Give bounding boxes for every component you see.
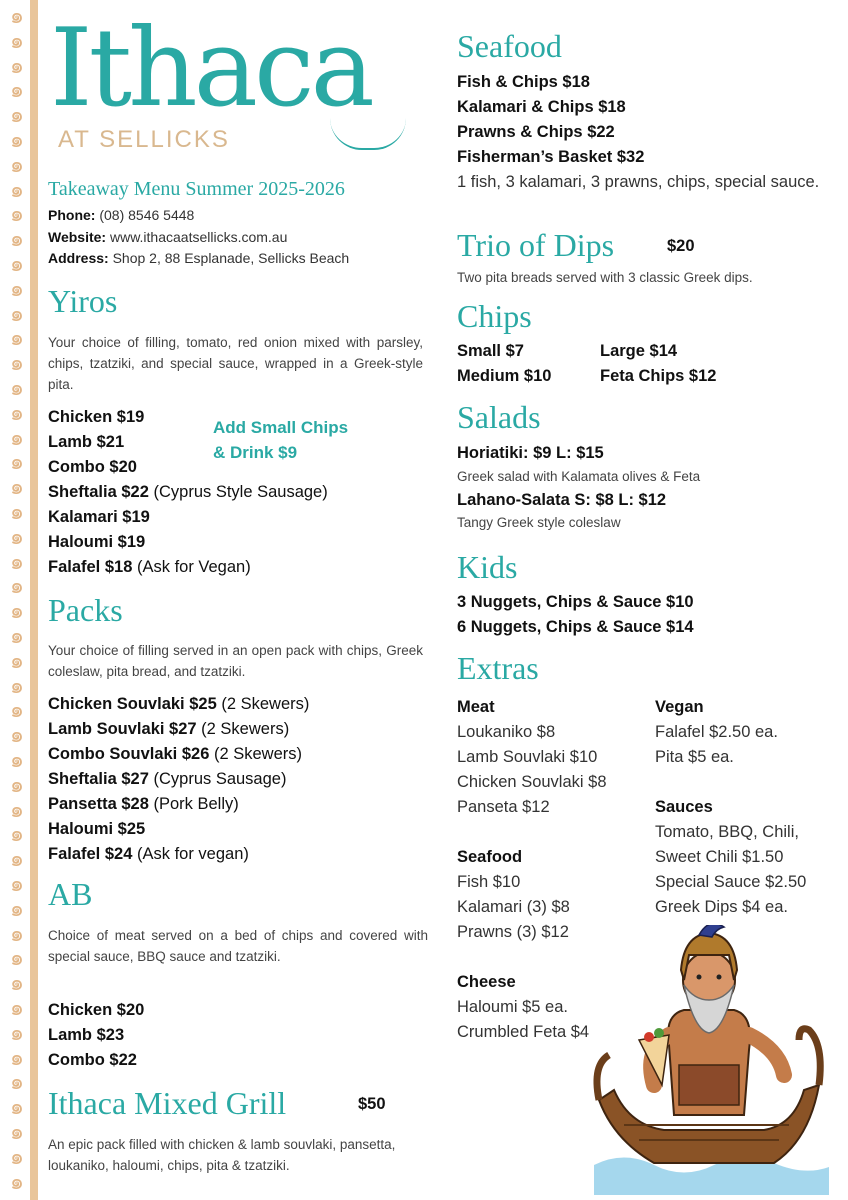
packs-item — [48, 692, 309, 717]
greek-key-spiral-icon: ๑ — [10, 624, 24, 649]
extras-sauces-item: Tomato, BBQ, Chili, — [655, 823, 799, 841]
mixed-grill-price: $50 — [358, 1095, 386, 1113]
add-chips-note — [213, 415, 393, 465]
mixed-grill-title: Ithaca Mixed Grill — [48, 1085, 287, 1121]
greek-key-spiral-icon: ๑ — [10, 698, 24, 724]
packs-item-name: Lamb Souvlaki $27 — [48, 720, 197, 738]
greek-key-spiral-icon: ๑ — [10, 376, 24, 401]
greek-key-spiral-icon: ๑ — [10, 400, 24, 426]
packs-item-note: (Ask for vegan) — [136, 845, 249, 863]
greek-key-border — [0, 0, 38, 1200]
greek-key-spiral-icon: ๑ — [10, 1169, 24, 1195]
yiros-item-name: Haloumi $19 — [48, 533, 146, 551]
packs-item — [48, 767, 286, 792]
packs-desc: Your choice of filling served in an open pack with chips, Greek coleslaw, pita bread, and tzatziki. — [48, 643, 423, 679]
yiros-item-name: Kalamari $19 — [48, 508, 150, 526]
kids-item: 6 Nuggets, Chips & Sauce $14 — [457, 618, 694, 636]
seafood-item: Prawns & Chips $22 — [457, 123, 615, 141]
yiros-item-note: (Cyprus Style Sausage) — [153, 483, 328, 501]
extras-cheese-item: Crumbled Feta $4 — [457, 1023, 590, 1041]
logo-at-sellicks: AT SELLICKS — [58, 126, 230, 153]
greek-key-spiral-icon: ๑ — [10, 1120, 24, 1145]
phone-value: (08) 8546 5448 — [99, 207, 195, 223]
address-value: Shop 2, 88 Esplanade, Sellicks Beach — [112, 250, 350, 266]
greek-key-spiral-icon: ๑ — [10, 723, 24, 749]
ab-item: Chicken $20 — [48, 1001, 145, 1019]
greek-key-spiral-icon: ๑ — [10, 921, 24, 947]
greek-key-spiral-icon: ๑ — [10, 301, 24, 327]
logo-ithaca: Ithaca — [50, 6, 371, 131]
seafood-item: Kalamari & Chips $18 — [457, 98, 626, 116]
extras-vegan-title: Vegan — [655, 698, 704, 716]
yiros-item — [48, 480, 328, 505]
lahano-salata: Lahano-Salata S: $8 L: $12 — [457, 491, 667, 509]
greek-key-spiral-icon: ๑ — [10, 4, 24, 29]
greek-key-spiral-icon: ๑ — [10, 1070, 24, 1096]
extras-sauces-title: Sauces — [655, 798, 713, 816]
greek-key-spiral-icon: ๑ — [10, 549, 24, 575]
seafood-item: Fish & Chips $18 — [457, 73, 590, 91]
yiros-title: Yiros — [48, 283, 118, 319]
kids-title: Kids — [457, 549, 518, 585]
add-chips-line-2: & Drink $9 — [213, 443, 298, 462]
website-value: www.ithacaatsellicks.com.au — [109, 229, 288, 245]
yiros-item-name: Falafel $18 — [48, 558, 133, 576]
basket-desc: 1 fish, 3 kalamari, 3 prawns, chips, special sauce. — [457, 173, 820, 191]
yiros-item — [48, 430, 124, 455]
website-line — [48, 229, 287, 245]
packs-item-note: (2 Skewers) — [201, 720, 290, 738]
extras-cheese-item: Haloumi $5 ea. — [457, 998, 568, 1016]
greek-key-spiral-icon: ๑ — [10, 648, 24, 674]
greek-key-spiral-icon: ๑ — [10, 772, 24, 798]
greek-key-spiral-icon: ๑ — [10, 202, 24, 228]
extras-sauces-item: Special Sauce $2.50 — [655, 873, 807, 891]
greek-key-spiral-icon: ๑ — [10, 524, 24, 550]
extras-meat-title: Meat — [457, 698, 495, 716]
extras-meat-item: Loukaniko $8 — [457, 723, 556, 741]
greek-key-spiral-icon: ๑ — [10, 152, 24, 178]
packs-title: Packs — [48, 592, 123, 628]
yiros-item — [48, 405, 144, 430]
greek-key-spiral-icon: ๑ — [10, 1095, 24, 1121]
greek-key-spiral-icon: ๑ — [10, 78, 24, 104]
extras-seafood-item: Fish $10 — [457, 873, 521, 891]
packs-item-note: (2 Skewers) — [221, 695, 310, 713]
greek-key-spiral-icon: ๑ — [10, 1020, 24, 1046]
lahano-desc: Tangy Greek style coleslaw — [457, 515, 621, 530]
packs-item — [48, 717, 289, 742]
salads-title: Salads — [457, 399, 541, 435]
ab-title: AB — [48, 876, 93, 912]
horiatiki-desc: Greek salad with Kalamata olives & Feta — [457, 469, 701, 484]
yiros-item — [48, 505, 150, 530]
extras-cheese-title: Cheese — [457, 973, 516, 991]
greek-key-spiral-icon: ๑ — [10, 971, 24, 997]
greek-key-spiral-icon: ๑ — [10, 326, 24, 352]
yiros-item — [48, 455, 137, 480]
greek-key-spiral-icon: ๑ — [10, 1144, 24, 1170]
mixed-grill-desc: An epic pack filled with chicken & lamb souvlaki, pansetta, loukaniko, haloumi, chips, pita & tzatziki. — [48, 1137, 396, 1173]
extras-seafood-title: Seafood — [457, 848, 523, 866]
packs-item — [48, 792, 239, 817]
phone-line — [48, 207, 194, 223]
packs-item-name: Falafel $24 — [48, 845, 133, 863]
extras-seafood-item: Kalamari (3) $8 — [457, 898, 570, 916]
extras-sauces-item: Greek Dips $4 ea. — [655, 898, 788, 916]
yiros-item-name: Lamb $21 — [48, 433, 125, 451]
phone-label: Phone: — [48, 207, 96, 223]
greek-key-spiral-icon: ๑ — [10, 103, 24, 129]
packs-item-name: Haloumi $25 — [48, 820, 146, 838]
packs-item — [48, 817, 145, 842]
greek-warrior-boat-illustration — [584, 925, 834, 1195]
greek-key-spiral-icon: ๑ — [10, 227, 24, 253]
greek-key-spiral-icon: ๑ — [10, 599, 24, 625]
ab-desc: Choice of meat served on a bed of chips and covered with special sauce, BBQ sauce and tzatziki. — [48, 928, 428, 964]
packs-item-name: Sheftalia $27 — [48, 770, 149, 788]
horiatiki: Horiatiki: $9 L: $15 — [457, 444, 604, 462]
greek-key-spiral-icon: ๑ — [10, 177, 24, 203]
chips-title: Chips — [457, 298, 532, 334]
greek-key-spiral-icon: ๑ — [10, 847, 24, 873]
chips-large: Large $14 — [600, 342, 678, 360]
kids-item: 3 Nuggets, Chips & Sauce $10 — [457, 593, 694, 611]
dips-title: Trio of Dips — [457, 227, 615, 263]
extras-sauces-item: Sweet Chili $1.50 — [655, 848, 784, 866]
greek-key-spiral-icon: ๑ — [10, 276, 24, 302]
yiros-item-name: Sheftalia $22 — [48, 483, 149, 501]
extras-vegan-item: Falafel $2.50 ea. — [655, 723, 778, 741]
greek-key-spiral-icon: ๑ — [10, 872, 24, 897]
chips-feta: Feta Chips $12 — [600, 367, 717, 385]
greek-key-spiral-icon: ๑ — [10, 574, 24, 600]
greek-key-spiral-icon: ๑ — [10, 673, 24, 699]
yiros-item-name: Chicken $19 — [48, 408, 145, 426]
yiros-desc: Your choice of filling, tomato, red onion mixed with parsley, chips, tzatziki, and special sauce, wrapped in a Greek-style pita. — [48, 335, 423, 392]
greek-key-spiral-icon: ๑ — [10, 748, 24, 773]
greek-key-spiral-icon: ๑ — [10, 475, 24, 501]
greek-key-spiral-icon: ๑ — [10, 425, 24, 451]
yiros-item — [48, 555, 251, 580]
add-chips-line-1: Add Small Chips — [213, 418, 349, 437]
greek-key-spiral-icon: ๑ — [10, 450, 24, 476]
chips-medium: Medium $10 — [457, 367, 552, 385]
greek-key-spiral-icon: ๑ — [10, 500, 24, 525]
dips-desc: Two pita breads served with 3 classic Greek dips. — [457, 270, 753, 285]
packs-item-name: Pansetta $28 — [48, 795, 149, 813]
packs-item — [48, 842, 249, 867]
packs-item-note: (Pork Belly) — [153, 795, 239, 813]
yiros-item — [48, 530, 145, 555]
ab-item: Combo $22 — [48, 1051, 137, 1069]
address-label: Address: — [48, 250, 109, 266]
yiros-item-name: Combo $20 — [48, 458, 137, 476]
border-band — [30, 0, 38, 1200]
packs-item — [48, 742, 302, 767]
greek-key-spiral-icon: ๑ — [10, 128, 24, 153]
greek-key-spiral-icon: ๑ — [10, 28, 24, 54]
packs-item-note: (2 Skewers) — [213, 745, 303, 763]
packs-item-name: Combo Souvlaki $26 — [48, 745, 210, 763]
dips-price: $20 — [667, 237, 695, 255]
yiros-item-note: (Ask for Vegan) — [136, 558, 251, 576]
greek-key-spiral-icon: ๑ — [10, 53, 24, 79]
greek-key-spiral-icon: ๑ — [10, 1045, 24, 1071]
extras-meat-item: Chicken Souvlaki $8 — [457, 773, 607, 791]
menu-title: Takeaway Menu Summer 2025-2026 — [48, 178, 345, 200]
extras-title: Extras — [457, 650, 539, 686]
extras-meat-item: Lamb Souvlaki $10 — [457, 748, 598, 766]
seafood-item: Fisherman’s Basket $32 — [457, 148, 645, 166]
website-label: Website: — [48, 229, 107, 245]
logo-swirl — [330, 118, 406, 150]
address-line — [48, 250, 349, 266]
ab-item: Lamb $23 — [48, 1026, 125, 1044]
greek-key-spiral-icon: ๑ — [10, 996, 24, 1021]
greek-key-spiral-icon: ๑ — [10, 351, 24, 377]
greek-key-spiral-icon: ๑ — [10, 797, 24, 823]
extras-vegan-item: Pita $5 ea. — [655, 748, 734, 766]
chips-small: Small $7 — [457, 342, 524, 360]
extras-seafood-item: Prawns (3) $12 — [457, 923, 569, 941]
greek-key-spiral-icon: ๑ — [10, 896, 24, 922]
packs-item-name: Chicken Souvlaki $25 — [48, 695, 217, 713]
seafood-title: Seafood — [457, 28, 562, 64]
greek-key-spiral-icon: ๑ — [10, 822, 24, 848]
greek-key-spiral-icon: ๑ — [10, 252, 24, 277]
greek-key-spiral-icon: ๑ — [10, 946, 24, 972]
extras-meat-item: Panseta $12 — [457, 798, 550, 816]
packs-item-note: (Cyprus Sausage) — [153, 770, 287, 788]
